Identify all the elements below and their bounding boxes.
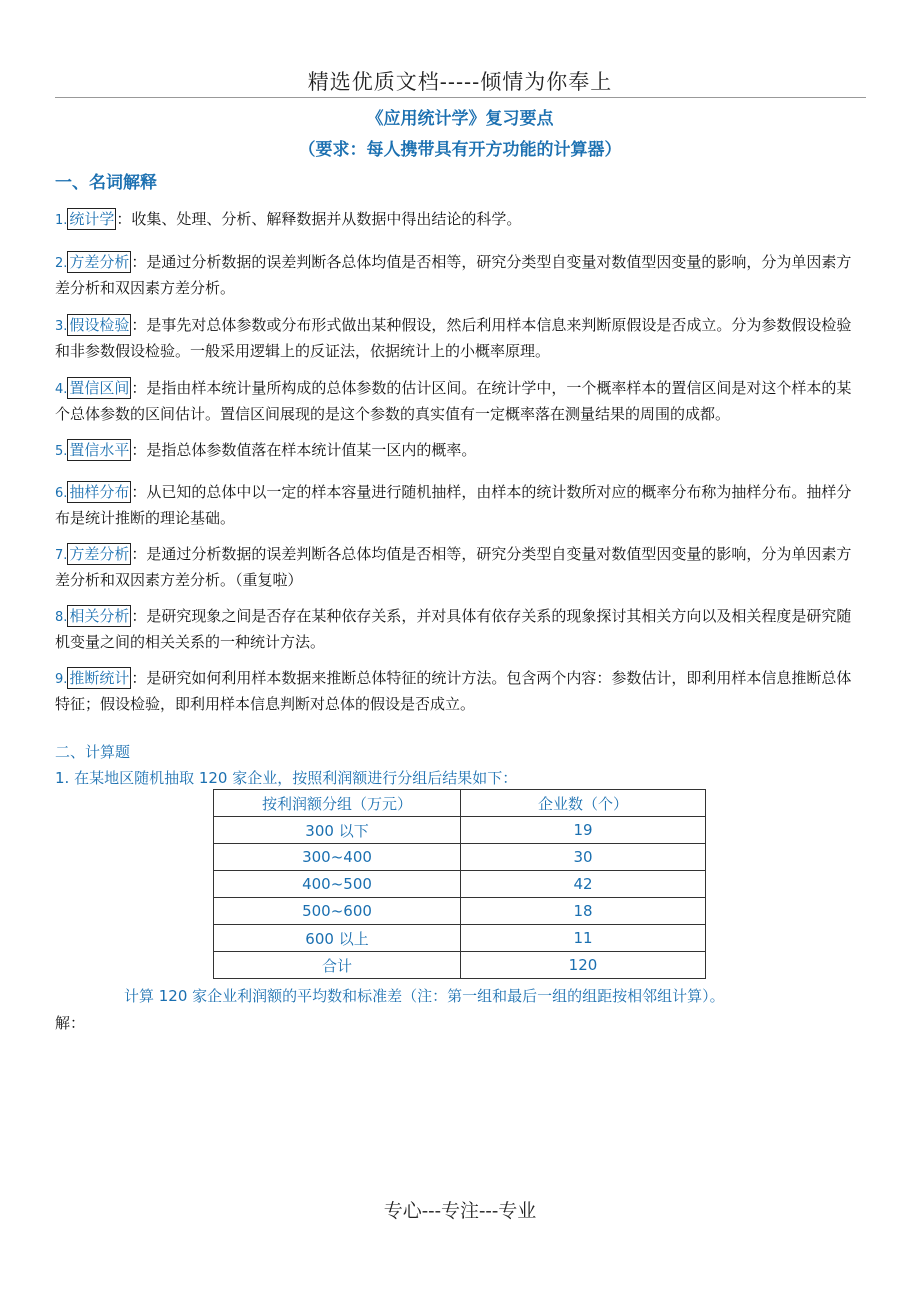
- table-cell: 120: [461, 952, 706, 979]
- task-instruction: 计算 120 家企业利润额的平均数和标准差（注：第一组和最后一组的组距按相邻组计算）。: [124, 987, 725, 1005]
- solution-label: 解：: [55, 1014, 86, 1032]
- entry-text: ：是事先对总体参数或分布形式做出某种假设，然后利用样本信息来判断原假设是否成立。分为参数假设检验和非参数假设检验。一般采用逻辑上的反证法，依据统计上的小概率原理。: [55, 316, 852, 360]
- entry-text: ：是指由样本统计量所构成的总体参数的估计区间。在统计学中，一个概率样本的置信区间是对这个样本的某个总体参数的区间估计。置信区间展现的是这个参数的真实值有一定概率落在测量结果的周围的成都。: [55, 379, 852, 423]
- entry-term: 置信水平: [69, 441, 130, 459]
- definition-entry: [55, 313, 865, 363]
- entry-text: ：从已知的总体中以一定的样本容量进行随机抽样，由样本的统计数所对应的概率分布称为抽样分布。抽样分布是统计推断的理论基础。: [55, 483, 852, 527]
- definition-entry: [55, 542, 865, 592]
- entry-term: 统计学: [69, 210, 115, 228]
- definition-entry: [55, 480, 865, 530]
- page-header: 精选优质文档-----倾情为你奉上: [307, 70, 613, 94]
- table-row: [214, 898, 706, 925]
- definition-entry: [55, 666, 865, 716]
- definition-entry: [55, 250, 865, 300]
- table-cell: 300~400: [214, 844, 461, 871]
- table-cell: 300 以下: [214, 817, 461, 844]
- table-cell: 600 以上: [214, 925, 461, 952]
- table-cell: 42: [461, 871, 706, 898]
- document-title: 《应用统计学》复习要点: [366, 109, 554, 129]
- entry-term: 方差分析: [69, 253, 130, 271]
- entry-number: 6.: [55, 486, 68, 501]
- entry-number: 1.: [55, 213, 68, 228]
- entry-number: 2.: [55, 256, 68, 271]
- entry-number: 3.: [55, 319, 68, 334]
- table-header-row: [214, 790, 706, 817]
- definition-entry: [55, 438, 865, 464]
- entry-number: 7.: [55, 548, 68, 563]
- entry-term: 置信区间: [69, 379, 130, 397]
- question-text: 1. 在某地区随机抽取 120 家企业，按照利润额进行分组后结果如下：: [55, 769, 518, 787]
- entry-term: 推断统计: [69, 669, 130, 687]
- table-cell: 500~600: [214, 898, 461, 925]
- page-footer: 专心---专注---专业: [383, 1200, 537, 1222]
- entry-term: 假设检验: [69, 316, 130, 334]
- entry-text: ：是研究现象之间是否存在某种依存关系，并对具体有依存关系的现象探讨其相关方向以及相关程度是研究随机变量之间的相关关系的一种统计方法。: [55, 607, 852, 651]
- table-row: [214, 871, 706, 898]
- entry-text: ：是指总体参数值落在样本统计值某一区内的概率。: [131, 441, 477, 459]
- entry-term: 方差分析: [69, 545, 130, 563]
- document-subtitle: （要求：每人携带具有开方功能的计算器）: [298, 140, 622, 160]
- entry-term: 抽样分布: [69, 483, 130, 501]
- entry-number: 4.: [55, 382, 68, 397]
- entry-term: 相关分析: [69, 607, 130, 625]
- profit-group-table: [213, 789, 706, 979]
- section-heading-calculation: 二、计算题: [55, 743, 131, 761]
- table-row: [214, 844, 706, 871]
- table-cell: 18: [461, 898, 706, 925]
- definition-entry: [55, 376, 865, 426]
- table-row-total: [214, 952, 706, 979]
- table-cell: 30: [461, 844, 706, 871]
- entry-text: ：是通过分析数据的误差判断各总体均值是否相等，研究分类型自变量对数值型因变量的影响，分为单因素方差分析和双因素方差分析。: [55, 253, 852, 297]
- table-cell: 合计: [214, 952, 461, 979]
- entry-text: ：是研究如何利用样本数据来推断总体特征的统计方法。包含两个内容：参数估计，即利用样本信息推断总体特征；假设检验，即利用样本信息判断对总体的假设是否成立。: [55, 669, 852, 713]
- header-divider: [55, 97, 866, 98]
- entry-text: ：是通过分析数据的误差判断各总体均值是否相等，研究分类型自变量对数值型因变量的影响，分为单因素方差分析和双因素方差分析。（重复啦）: [55, 545, 852, 589]
- definition-entry: [55, 604, 865, 654]
- column-header: 企业数（个）: [461, 790, 706, 817]
- table-cell: 11: [461, 925, 706, 952]
- entry-number: 8.: [55, 610, 68, 625]
- table-cell: 400~500: [214, 871, 461, 898]
- definition-entry: [55, 207, 865, 233]
- entry-number: 9.: [55, 672, 68, 687]
- entry-text: ：收集、处理、分析、解释数据并从数据中得出结论的科学。: [116, 210, 522, 228]
- table-row: [214, 925, 706, 952]
- column-header: 按利润额分组（万元）: [214, 790, 461, 817]
- table-cell: 19: [461, 817, 706, 844]
- entry-number: 5.: [55, 444, 68, 459]
- table-row: [214, 817, 706, 844]
- section-heading-definitions: 一、名词解释: [55, 173, 157, 193]
